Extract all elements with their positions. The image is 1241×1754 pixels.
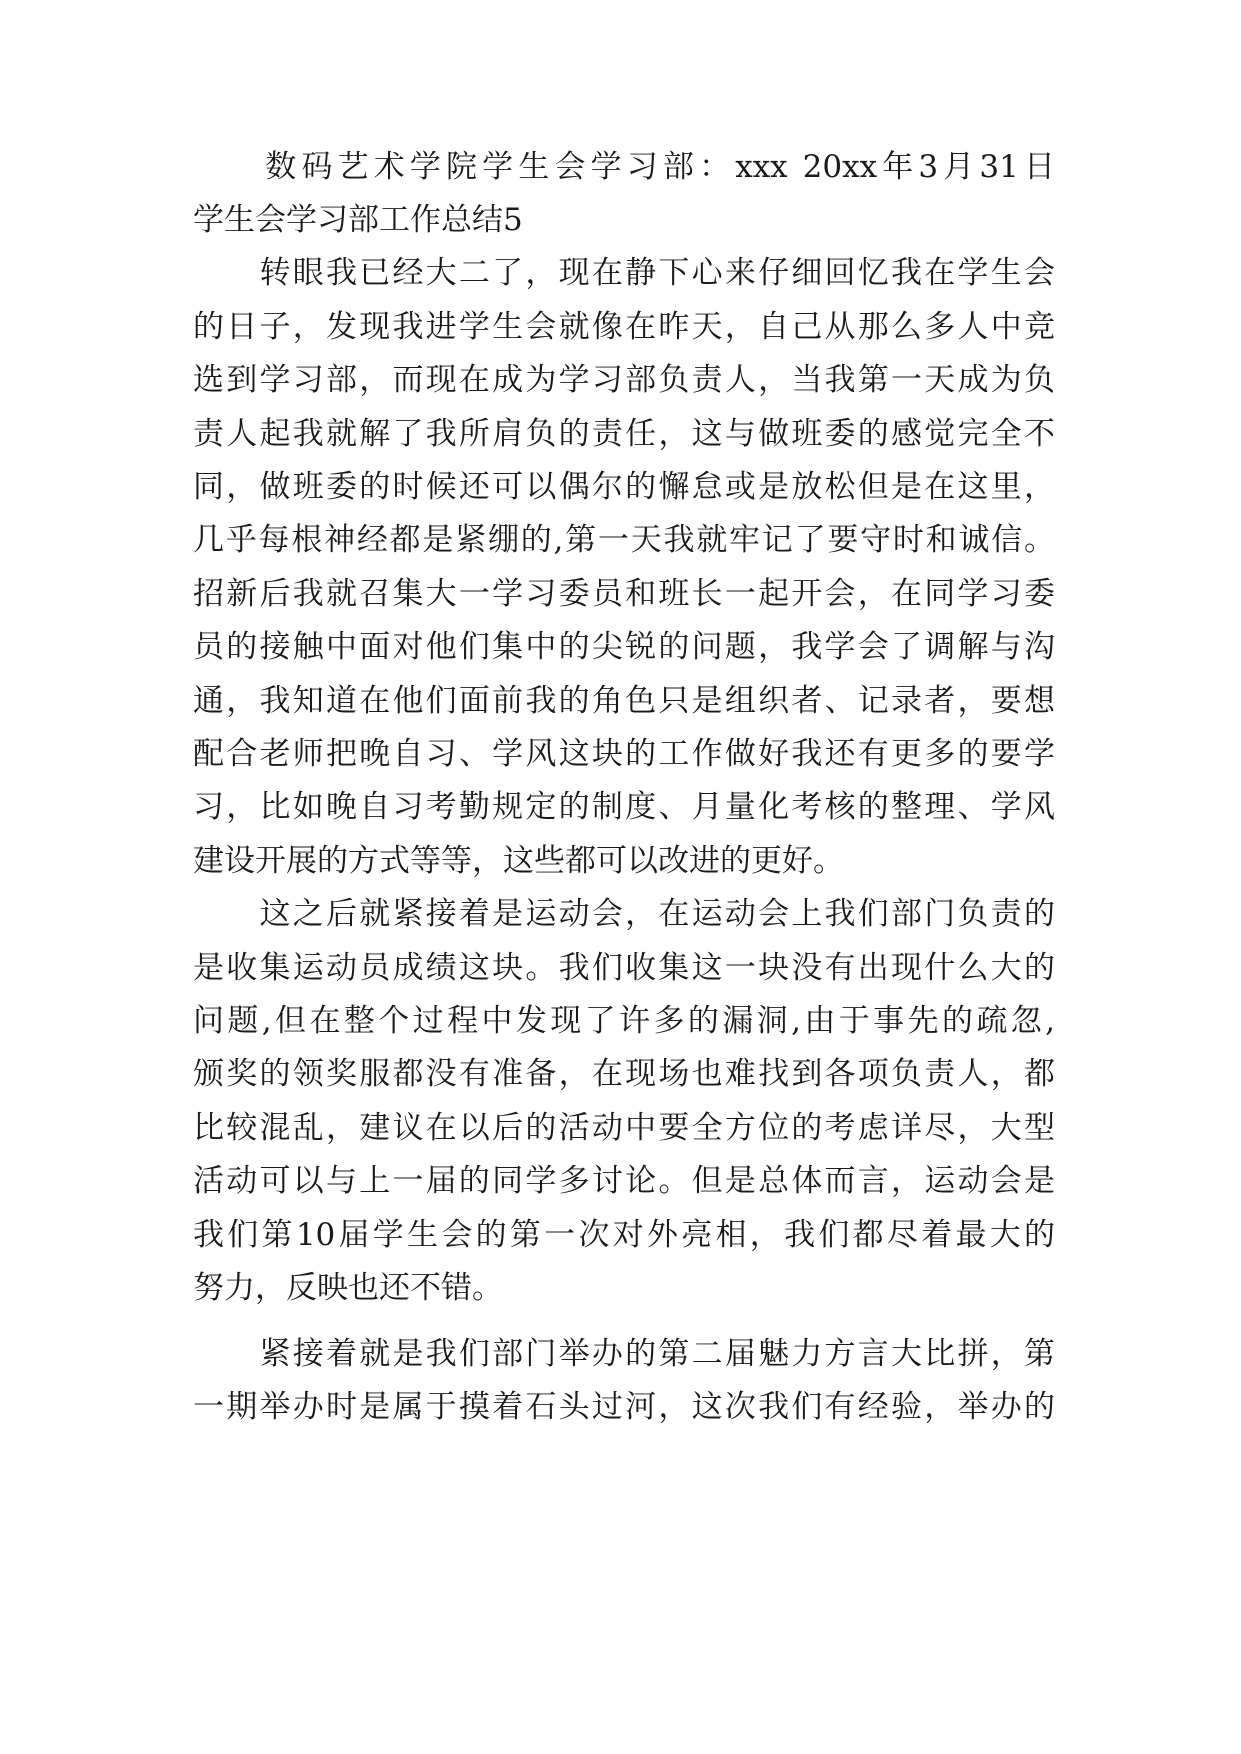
text-line: 活动可以与上一届的同学多讨论。但是总体而言，运动会是 bbox=[193, 1163, 1055, 1199]
text-line: 责人起我就解了我所肩负的责任，这与做班委的感觉完全不 bbox=[193, 416, 1055, 452]
text-line: 颁奖的领奖服都没有准备，在现场也难找到各项负责人，都 bbox=[193, 1056, 1055, 1092]
text-line: 的日子，发现我进学生会就像在昨天，自己从那么多人中竞 bbox=[193, 309, 1055, 345]
text-line: 同，做班委的时候还可以偶尔的懈怠或是放松但是在这里， bbox=[193, 469, 1055, 505]
text-line: 一期举办时是属于摸着石头过河，这次我们有经验，举办的 bbox=[193, 1389, 1055, 1425]
text-line: 是收集运动员成绩这块。我们收集这一块没有出现什么大的 bbox=[193, 950, 1055, 986]
text-line: 问题,但在整个过程中发现了许多的漏洞,由于事先的疏忽, bbox=[193, 1003, 1055, 1039]
text-line: 员的接触中面对他们集中的尖锐的问题，我学会了调解与沟 bbox=[193, 629, 1055, 665]
text-line: 这之后就紧接着是运动会，在运动会上我们部门负责的 bbox=[193, 896, 1055, 932]
text-line: 几乎每根神经都是紧绷的,第一天我就牢记了要守时和诚信。 bbox=[193, 522, 1055, 558]
section-heading: 学生会学习部工作总结5 bbox=[193, 202, 523, 238]
text-line: 我们第10届学生会的第一次对外亮相，我们都尽着最大的 bbox=[193, 1217, 1055, 1253]
text-line: 比较混乱，建议在以后的活动中要全方位的考虑详尽，大型 bbox=[193, 1110, 1055, 1146]
text-line: 建设开展的方式等等，这些都可以改进的更好。 bbox=[193, 843, 844, 879]
text-line: 配合老师把晚自习、学风这块的工作做好我还有更多的要学 bbox=[193, 736, 1055, 772]
text-line: 通，我知道在他们面前我的角色只是组织者、记录者，要想 bbox=[193, 683, 1055, 719]
text-line: 努力，反映也还不错。 bbox=[193, 1270, 503, 1306]
text-line: 招新后我就召集大一学习委员和班长一起开会，在同学习委 bbox=[193, 576, 1055, 612]
text-line: 习，比如晚自习考勤规定的制度、月量化考核的整理、学风 bbox=[193, 789, 1055, 825]
text-line: 转眼我已经大二了，现在静下心来仔细回忆我在学生会 bbox=[193, 255, 1055, 291]
text-line: 选到学习部，而现在成为学习部负责人，当我第一天成为负 bbox=[193, 362, 1055, 398]
text-line: 数码艺术学院学生会学习部：xxx 20xx年3月31日 bbox=[193, 149, 1055, 185]
text-line: 紧接着就是我们部门举办的第二届魅力方言大比拼，第 bbox=[193, 1336, 1055, 1372]
